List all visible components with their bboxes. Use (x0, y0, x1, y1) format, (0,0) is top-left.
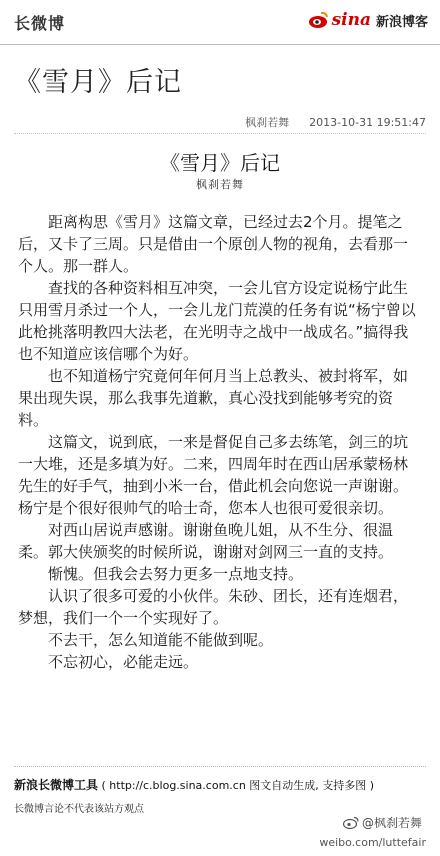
footer-disclaimer: 长微博言论不代表该站方观点 (14, 804, 144, 815)
sina-wordmark: sina (331, 10, 371, 30)
watermark-url: weibo.com/luttefair (319, 836, 426, 849)
sina-blog-label: 新浪博客 (375, 14, 428, 30)
sina-blog-logo[interactable] (307, 10, 428, 30)
app-header (0, 0, 440, 45)
paragraph: 查找的各种资料相互冲突，一会儿官方设定说杨宁此生只用雪月杀过一个人，一会儿龙门荒漠的任务有说“杨宁曾以此枪挑落明教四大法老，在光明寺之战中一战成名。”搞得我也不知道应该信哪个为好。 (18, 279, 416, 363)
paragraph: 距离构思《雪月》这篇文章，已经过去2个月。提笔之后，又卡了三周。只是借由一个原创人物的视角，去看那一个人。那一群人。 (18, 213, 409, 275)
paragraph: 对西山居说声感谢。谢谢鱼晚儿姐，从不生分、很温柔。郭大侠颁奖的时候所说，谢谢对剑网三一直的支持。 (18, 521, 394, 561)
watermark-handle-text: @枫刹若舞 (361, 816, 422, 830)
weibo-icon (343, 816, 359, 829)
sina-eye-icon (307, 10, 329, 30)
paragraph: 不忘初心，必能走远。 (48, 653, 199, 671)
paragraph: 认识了很多可爱的小伙伴。朱砂、团长，还有连烟君，梦想，我们一个一个实现好了。 (18, 587, 409, 627)
article-author: 枫刹若舞 (196, 178, 244, 191)
post-author[interactable]: 枫刹若舞 (245, 116, 290, 129)
footer-divider (14, 766, 426, 767)
post-datetime: 2013-10-31 19:51:47 (309, 116, 426, 129)
footer-tool-line (14, 776, 374, 793)
watermark-handle (343, 814, 422, 831)
brand-title: 长微博 (14, 14, 66, 33)
tool-name[interactable]: 新浪长微博工具 (14, 778, 99, 792)
article-title: 《雪月》后记 (160, 151, 280, 175)
article-body (18, 211, 422, 673)
paragraph: 也不知道杨宁究竟何年何月当上总教头、被封将军，如果出现失误，那么我事先道歉，真心没找到能够考究的资料。 (18, 367, 409, 429)
page-title: 《雪月》后记 (14, 67, 182, 98)
divider (14, 133, 426, 134)
paragraph: 惭愧。但我会去努力更多一点地支持。 (48, 565, 304, 583)
tool-info: ( http://c.blog.sina.com.cn 图文自动生成, 支持多图 ) (101, 779, 375, 792)
paragraph: 不去干，怎么知道能不能做到呢。 (48, 631, 274, 649)
post-meta (245, 114, 426, 130)
paragraph: 这篇文，说到底，一来是督促自己多去练笔，剑三的坑一大堆，还是多填为好。二来，四周年时在西山居承蒙杨林先生的好手气，抽到小米一台，借此机会向您说一声谢谢。杨宁是个很好很帅气的哈士奇，您本人也很可爱很亲切。 (18, 433, 409, 517)
